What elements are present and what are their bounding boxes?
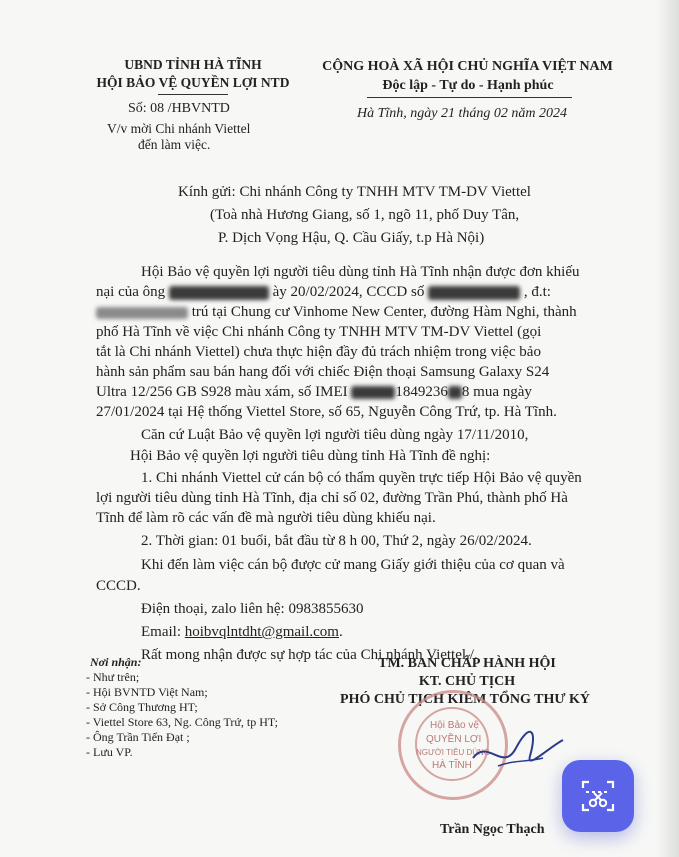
header-right-rule [367, 97, 572, 98]
email-link[interactable]: hoibvqlntdht@gmail.com [184, 624, 339, 640]
handwritten-signature [468, 718, 568, 778]
agency-name: UBND TỈNH HÀ TĨNH [124, 57, 262, 72]
scan-scissors-icon [580, 778, 616, 814]
email-end: . [338, 624, 343, 640]
request-item-1: 1. Chi nhánh Viettel cử cán bộ có thẩm quyền trực tiếp Hội Bảo vệ quyền [141, 470, 582, 486]
subject-line-1: V/v mời Chi nhánh Viettel [107, 121, 251, 136]
national-title: CỘNG HOÀ XÃ HỘI CHỦ NGHĨA VIỆT NAM [322, 59, 613, 74]
redaction-block [428, 286, 520, 300]
body-line: Khi đến làm việc cán bộ được cử mang Giấy giới thiệu của cơ quan và [141, 557, 565, 573]
body-line: 27/01/2024 tại Hệ thống Viettel Store, số 65, Nguyễn Công Trứ, tp. Hà Tĩnh. [96, 404, 557, 420]
request-item-1-cont: Tĩnh để làm rõ các vấn đề mà người tiêu dùng khiếu nại. [96, 510, 436, 526]
signature-title-3: PHÓ CHỦ TỊCH KIÊM TỔNG THƯ KÝ [340, 692, 590, 707]
recipient-item: - Ông Trần Tiến Đạt ; [86, 730, 190, 744]
header-left-rule [158, 94, 228, 95]
recipient-item: - Hội BVNTD Việt Nam; [86, 685, 208, 699]
body-text: 8 mua ngày [461, 384, 532, 400]
email-label: Email: [141, 624, 181, 640]
recipient-line-2: (Toà nhà Hương Giang, số 1, ngõ 11, phố Duy Tân, [210, 207, 520, 223]
body-line: CCCD. [96, 578, 141, 594]
body-text: 1849236 [395, 384, 448, 400]
body-line: phố Hà Tĩnh về việc Chi nhánh Công ty TNHH MTV TM-DV Viettel (gọi [96, 324, 542, 340]
body-line: hành sản phẩm sau bán hang đối với chiếc Điện thoại Samsung Galaxy S24 [96, 364, 550, 380]
stamp-text: Hội Bảo vệ [430, 720, 479, 731]
body-text: Ultra 12/256 GB S928 màu xám, số IMEI [96, 384, 348, 400]
legal-basis: Căn cứ Luật Bảo vệ quyền lợi người tiêu dùng ngày 17/11/2010, [141, 427, 529, 443]
redaction-block [351, 386, 395, 399]
association-name: HỘI BẢO VỆ QUYỀN LỢI NTD [96, 75, 290, 90]
redaction-block [448, 386, 462, 399]
body-line: Hội Bảo vệ quyền lợi người tiêu dùng tỉnh Hà Tĩnh nhận được đơn khiếu [141, 264, 580, 280]
request-intro: Hội Bảo vệ quyền lợi người tiêu dùng tỉnh Hà Tĩnh đề nghị: [130, 448, 491, 464]
national-motto: Độc lập - Tự do - Hạnh phúc [382, 78, 554, 93]
redaction-block [96, 307, 188, 319]
request-item-2: 2. Thời gian: 01 buổi, bắt đầu từ 8 h 00, Thứ 2, ngày 26/02/2024. [141, 533, 532, 549]
body-text: trú tại Chung cư Vinhome New Center, đường Hàm Nghi, thành [191, 304, 577, 320]
contact-email-row [141, 624, 343, 641]
stamp-text: HÀ TĨNH [432, 760, 472, 771]
recipient-item: - Lưu VP. [86, 745, 133, 759]
recipient-item: - Viettel Store 63, Ng. Công Trứ, tp HT; [86, 715, 278, 729]
page-edge-shadow [657, 0, 679, 857]
signer-name: Trần Ngọc Thạch [440, 822, 545, 837]
document-number: Số: 08 /HBVNTD [128, 101, 230, 116]
document-date: Hà Tĩnh, ngày 21 tháng 02 năm 2024 [357, 106, 567, 121]
body-line-redacted [96, 284, 551, 301]
subject-line-2: đến làm việc. [138, 137, 211, 152]
body-text: nại của ông [96, 284, 166, 300]
body-line-redacted [96, 304, 577, 321]
redaction-block [169, 286, 269, 300]
recipient-line-3: P. Dịch Vọng Hậu, Q. Cầu Giấy, t.p Hà Nội) [218, 230, 485, 246]
body-line-redacted [96, 384, 532, 401]
scan-button[interactable] [562, 760, 634, 832]
stamp-text: NGƯỜI TIÊU DÙNG [416, 748, 490, 757]
signature-title-1: TM. BAN CHẤP HÀNH HỘI [378, 656, 556, 671]
recipient-item: - Sở Công Thương HT; [86, 700, 198, 714]
recipient-line-1: Kính gửi: Chi nhánh Công ty TNHH MTV TM-DV Viettel [178, 184, 531, 200]
body-text: ày 20/02/2024, CCCD số [272, 284, 425, 300]
recipient-item: - Như trên; [86, 670, 140, 684]
contact-phone: Điện thoại, zalo liên hệ: 0983855630 [141, 601, 364, 617]
request-item-1-cont: lợi người tiêu dùng tỉnh Hà Tĩnh, địa chỉ số 02, đường Trần Phú, thành phố Hà [96, 490, 568, 506]
stamp-text: QUYỀN LỢI [426, 734, 482, 745]
recipients-heading: Nơi nhận: [90, 655, 142, 669]
body-text: , đ.t: [523, 284, 551, 300]
signature-title-2: KT. CHỦ TỊCH [418, 674, 516, 689]
closing-line: Rất mong nhận được sự hợp tác của Chi nhánh Viettel./. [141, 647, 478, 663]
body-line: tắt là Chi nhánh Viettel) chưa thực hiện đầy đủ trách nhiệm trong việc bảo [96, 344, 541, 360]
